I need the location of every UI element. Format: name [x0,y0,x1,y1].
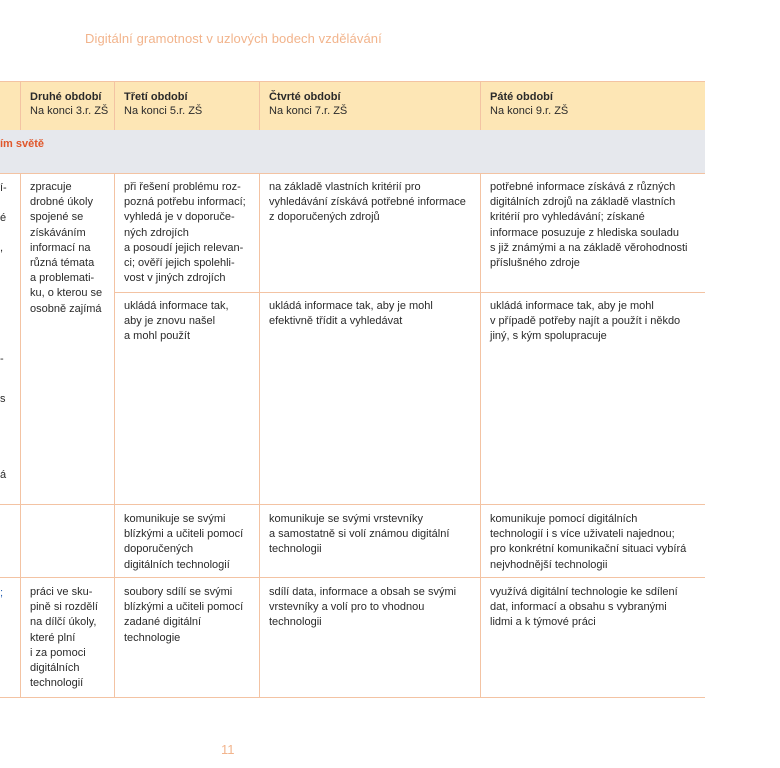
page-number: 11 [221,742,235,757]
column-header-druhe [30,90,108,118]
table-rule [0,697,705,698]
table-rule [0,173,705,174]
table-cell: ukládá informace tak, aby je znovu našel a mohl použít [124,300,229,343]
column-divider [259,174,260,697]
edge-fragment: é [0,212,7,224]
column-header-treti [124,90,202,118]
edge-fragment: s [0,393,6,405]
column-header-subtitle: Na konci 9.r. ZŠ [490,105,569,117]
column-header-subtitle: Na konci 5.r. ZŠ [124,105,203,117]
column-header-pate [490,90,568,118]
table-cell: sdílí data, informace a obsah se svými vrstevníky a volí pro to vhodnou technologii [269,586,457,629]
column-divider [259,82,260,130]
column-divider [114,82,115,130]
column-divider [480,174,481,697]
edge-fragment: á [0,469,7,481]
table-cell: využívá digitální technologie ke sdílení dat, informací a obsahu s vybranými lidmi a k týmové práci [490,586,678,629]
table-cell: komunikuje se svými blízkými a učiteli pomocí doporučených digitálních technologií [124,513,244,571]
table-cell: při řešení problému roz- pozná potřebu informací; vyhledá je v doporuče- ných zdrojích a posoudí jejich relevan- ci; ověří jejich spolehli- vost v jiných zdrojích [124,181,246,285]
table-rule [0,504,705,505]
table-cell: ukládá informace tak, aby je mohl efektivně třídit a vyhledávat [269,300,433,328]
edge-fragment: - [0,353,4,365]
column-divider [480,82,481,130]
column-header-title: Páté období [490,91,553,103]
edge-fragment: í- [0,182,7,194]
column-header-title: Čtvrté období [269,91,341,103]
edge-fragment: ; [0,587,4,599]
table-rule [0,577,705,578]
table-cell: zpracuje drobné úkoly spojené se získáváním informací na různá témata a problemati- ku, o kterou se osobně zajímá [30,181,103,315]
column-header-title: Druhé období [30,91,102,103]
section-band [0,130,705,174]
table-cell: práci ve sku- pině si rozdělí na dílčí úkoly, které plní i za pomoci digitálních technologií [30,586,98,690]
table-cell: soubory sdílí se svými blízkými a učiteli pomocí zadané digitální technologie [124,586,244,644]
edge-fragment: , [0,242,4,254]
column-header-subtitle: Na konci 7.r. ZŠ [269,105,348,117]
column-divider [114,174,115,697]
column-header-ctvrte [269,90,347,118]
table-cell: komunikuje se svými vrstevníky a samostatně si volí známou digitální technologii [269,513,450,556]
table-cell: potřebné informace získává z různých digitálních zdrojů na základě vlastních kritérií pro vyhledávání; získané informace posuzuje z hlediska souladu s již známými a na základě věrohodnosti příslušného zdroje [490,181,688,270]
table-rule [115,292,705,293]
column-divider [20,82,21,130]
column-header-title: Třetí období [124,91,188,103]
table-cell: na základě vlastních kritérií pro vyhledávání získává potřebné informace z doporučených zdrojů [269,181,466,224]
table-rule [0,81,705,82]
running-header: Digitální gramotnost v uzlových bodech vzdělávání [85,31,382,46]
column-header-subtitle: Na konci 3.r. ZŠ [30,105,109,117]
table-cell: ukládá informace tak, aby je mohl v případě potřeby najít a použít i někdo jiný, s kým spolupracuje [490,300,681,343]
column-divider [20,174,21,697]
section-title: ím světě [0,138,45,150]
table-cell: komunikuje pomocí digitálních technologií i s více uživateli najednou; pro konkrétní komunikační situaci vybírá nejvhodnější technologii [490,513,687,571]
